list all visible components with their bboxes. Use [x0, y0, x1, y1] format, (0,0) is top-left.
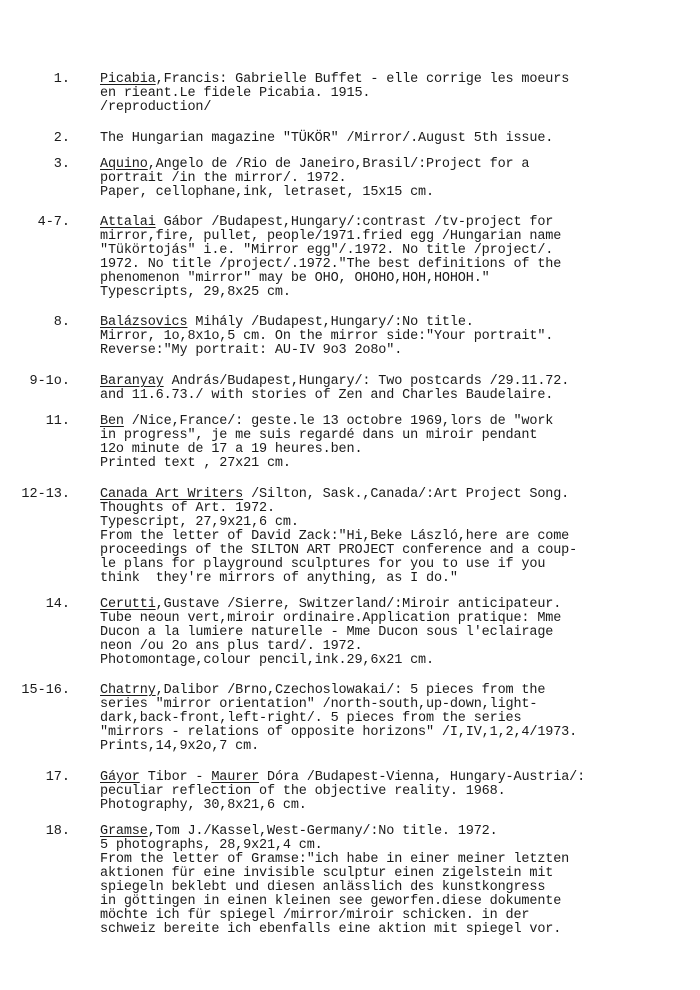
entry-line [100, 172, 700, 186]
entry-line [100, 558, 700, 572]
line-text: Mirror, 1o,8x1o,5 cm. On the mirror side:"Your portrait". [100, 329, 554, 344]
line-text: Photomontage,colour pencil,ink.29,6x21 cm. [100, 653, 434, 668]
entry-line [100, 132, 700, 146]
entry-number: 1. [53, 72, 70, 87]
entry-line [100, 598, 700, 612]
line-text: peculiar reflection of the objective reality. 1968. [100, 784, 506, 799]
line-text: "Tükörtojás" i.e. "Mirror egg"/.1972. No title /project/. [100, 243, 554, 258]
entry-number: 11. [45, 414, 70, 429]
line-text: ,Francis: Gabrielle Buffet - elle corrige les moeurs [155, 72, 570, 87]
line-text: Typescripts, 29,8x25 cm. [100, 285, 291, 300]
line-text: 12o minute de 17 a 19 heures.ben. [100, 442, 363, 457]
entry-line [100, 740, 700, 754]
line-text: ,Dalibor /Brno,Czechoslowakai/: 5 pieces from the [155, 683, 546, 698]
line-text: möchte ich für spiegel /mirror/miroir schicken. in der [100, 908, 530, 923]
entry-line [100, 612, 700, 626]
line-text: Ducon a la lumiere naturelle - Mme Ducon sous l'eclairage [100, 625, 554, 640]
entry-line [100, 389, 700, 403]
entry-line [100, 853, 700, 867]
entry-line [100, 216, 700, 230]
line-text: en rieant.Le fidele Picabia. 1915. [100, 86, 371, 101]
entry-number: 14. [45, 597, 70, 612]
line-text: Dóra /Budapest-Vienna, Hungary-Austria/: [259, 770, 586, 785]
entry-line [100, 530, 700, 544]
entry-line [100, 272, 700, 286]
entry-number: 3. [53, 157, 70, 172]
entry-number: 9-1o. [29, 374, 70, 389]
line-text: proceedings of the SILTON ART PROJECT conference and a coup- [100, 543, 578, 558]
line-text: 1972. No title /project/.1972."The best definitions of the [100, 257, 562, 272]
entry-line [100, 726, 700, 740]
entry-number: 18. [45, 824, 70, 839]
entry-text [100, 488, 700, 586]
entry-number: 2. [53, 131, 70, 146]
artist-name: Baranyay [100, 374, 164, 389]
entry-line [100, 73, 700, 87]
entry-line [100, 867, 700, 881]
entry-line [100, 825, 700, 839]
line-text: ,Tom J./Kassel,West-Germany/:No title. 1972. [147, 824, 498, 839]
line-text: Printed text , 27x21 cm. [100, 456, 291, 471]
artist-name: Ben [100, 414, 124, 429]
entry-line [100, 909, 700, 923]
line-text: Reverse:"My portrait: AU-IV 9o3 2o8o". [100, 343, 403, 358]
entry-line [100, 457, 700, 471]
entry-text [100, 158, 700, 200]
entry-number: 15-16. [21, 683, 70, 698]
entry-text [100, 684, 700, 754]
entry-line [100, 330, 700, 344]
entry-line [100, 258, 700, 272]
entry-text [100, 598, 700, 668]
line-text: Tube neoun vert,miroir ordinaire.Application pratique: Mme [100, 611, 562, 626]
entry-line [100, 923, 700, 937]
line-text: András/Budapest,Hungary/: Two postcards /29.11.72. [163, 374, 570, 389]
line-text: dark,back-front,left-right/. 5 pieces from the series [100, 711, 522, 726]
entry-line [100, 516, 700, 530]
entry-text [100, 316, 700, 358]
entry-text [100, 415, 700, 471]
entry-line [100, 881, 700, 895]
line-text: Mihály /Budapest,Hungary/:No title. [187, 315, 474, 330]
entry-text [100, 73, 700, 115]
line-text: Typescript, 27,9x21,6 cm. [100, 515, 299, 530]
entry-line [100, 101, 700, 115]
entry-line [100, 544, 700, 558]
entry-line [100, 415, 700, 429]
entry-number: 4-7. [37, 215, 70, 230]
line-text: in progress", je me suis regardé dans un miroir pendant [100, 428, 538, 443]
entry-line [100, 785, 700, 799]
line-text: Prints,14,9x2o,7 cm. [100, 739, 260, 754]
entry-line [100, 654, 700, 668]
line-text: 5 photographs, 28,9x21,4 cm. [100, 838, 323, 853]
line-text: Photography, 30,8x21,6 cm. [100, 798, 307, 813]
line-text: The Hungarian magazine "TÜKÖR" /Mirror/.August 5th issue. [100, 131, 554, 146]
line-text: le plans for playground sculptures for you to use if you [100, 557, 546, 572]
line-text: spiegeln beklebt und diesen anlässlich des kunstkongress [100, 880, 546, 895]
entry-line [100, 698, 700, 712]
entry-line [100, 443, 700, 457]
entry-line [100, 839, 700, 853]
artist-name: Maurer [211, 770, 260, 785]
artist-name: Gramse [100, 824, 148, 839]
artist-name: Balázsovics [100, 315, 188, 330]
entry-line [100, 488, 700, 502]
entry-line [100, 799, 700, 813]
line-text: Gábor /Budapest,Hungary/:contrast /tv-project for [155, 215, 554, 230]
entry-line [100, 230, 700, 244]
entry-line [100, 502, 700, 516]
line-text: From the letter of Gramse:"ich habe in einer meiner letzten [100, 852, 570, 867]
line-text: and 11.6.73./ with stories of Zen and Charles Baudelaire. [100, 388, 554, 403]
entry-line [100, 286, 700, 300]
entry-line [100, 771, 700, 785]
entry-text [100, 132, 700, 146]
entry-number: 12-13. [21, 487, 70, 502]
line-text: Thoughts of Art. 1972. [100, 501, 275, 516]
entry-line [100, 712, 700, 726]
entry-line [100, 158, 700, 172]
entry-line [100, 429, 700, 443]
line-text: ,Angelo de /Rio de Janeiro,Brasil/:Project for a [147, 157, 530, 172]
line-text: ,Gustave /Sierre, Switzerland/:Miroir anticipateur. [155, 597, 562, 612]
line-text: mirror,fire, pullet, people/1971.fried egg /Hungarian name [100, 229, 562, 244]
artist-name: Aquino [100, 157, 148, 172]
entry-line [100, 684, 700, 698]
line-text: /reproduction/ [100, 100, 212, 115]
line-text: neon /ou 2o ans plus tard/. 1972. [100, 639, 363, 654]
artist-name: Gáyor [100, 770, 140, 785]
entry-text [100, 771, 700, 813]
line-text: "mirrors - relations of opposite horizons" /I,IV,1,2,4/1973. [100, 725, 578, 740]
entry-line [100, 186, 700, 200]
entry-line [100, 375, 700, 389]
entry-text [100, 216, 700, 300]
line-text: /Nice,France/: geste.le 13 octobre 1969,lors de "work [123, 414, 554, 429]
line-text: series "mirror orientation" /north-south,up-down,light- [100, 697, 538, 712]
line-text: Tibor - [139, 770, 212, 785]
line-text: From the letter of David Zack:"Hi,Beke László,here are come [100, 529, 570, 544]
artist-name: Attalai [100, 215, 156, 230]
artist-name: Cerutti [100, 597, 156, 612]
entry-number: 8. [53, 315, 70, 330]
entry-line [100, 244, 700, 258]
artist-name: Canada Art Writers [100, 487, 244, 502]
line-text: /Silton, Sask.,Canada/:Art Project Song. [243, 487, 570, 502]
line-text: schweiz bereite ich ebenfalls eine aktion mit spiegel vor. [100, 922, 562, 937]
artist-name: Picabia [100, 72, 156, 87]
entry-line [100, 316, 700, 330]
artist-name: Chatrny [100, 683, 156, 698]
entry-line [100, 895, 700, 909]
line-text: portrait /in the mirror/. 1972. [100, 171, 347, 186]
line-text: phenomenon "mirror" may be OHO, OHOHO,HOH,HOHOH." [100, 271, 490, 286]
entry-text [100, 825, 700, 937]
entry-text [100, 375, 700, 403]
entry-line [100, 640, 700, 654]
line-text: Paper, cellophane,ink, letraset, 15x15 cm. [100, 185, 434, 200]
entry-line [100, 344, 700, 358]
entry-line [100, 572, 700, 586]
entry-line [100, 626, 700, 640]
line-text: aktionen für eine invisible sculptur einen zigelstein mit [100, 866, 554, 881]
line-text: in göttingen in einen kleinen see geworfen.diese dokumente [100, 894, 562, 909]
line-text: think they're mirrors of anything, as I do." [100, 571, 458, 586]
entry-line [100, 87, 700, 101]
entry-number: 17. [45, 770, 70, 785]
